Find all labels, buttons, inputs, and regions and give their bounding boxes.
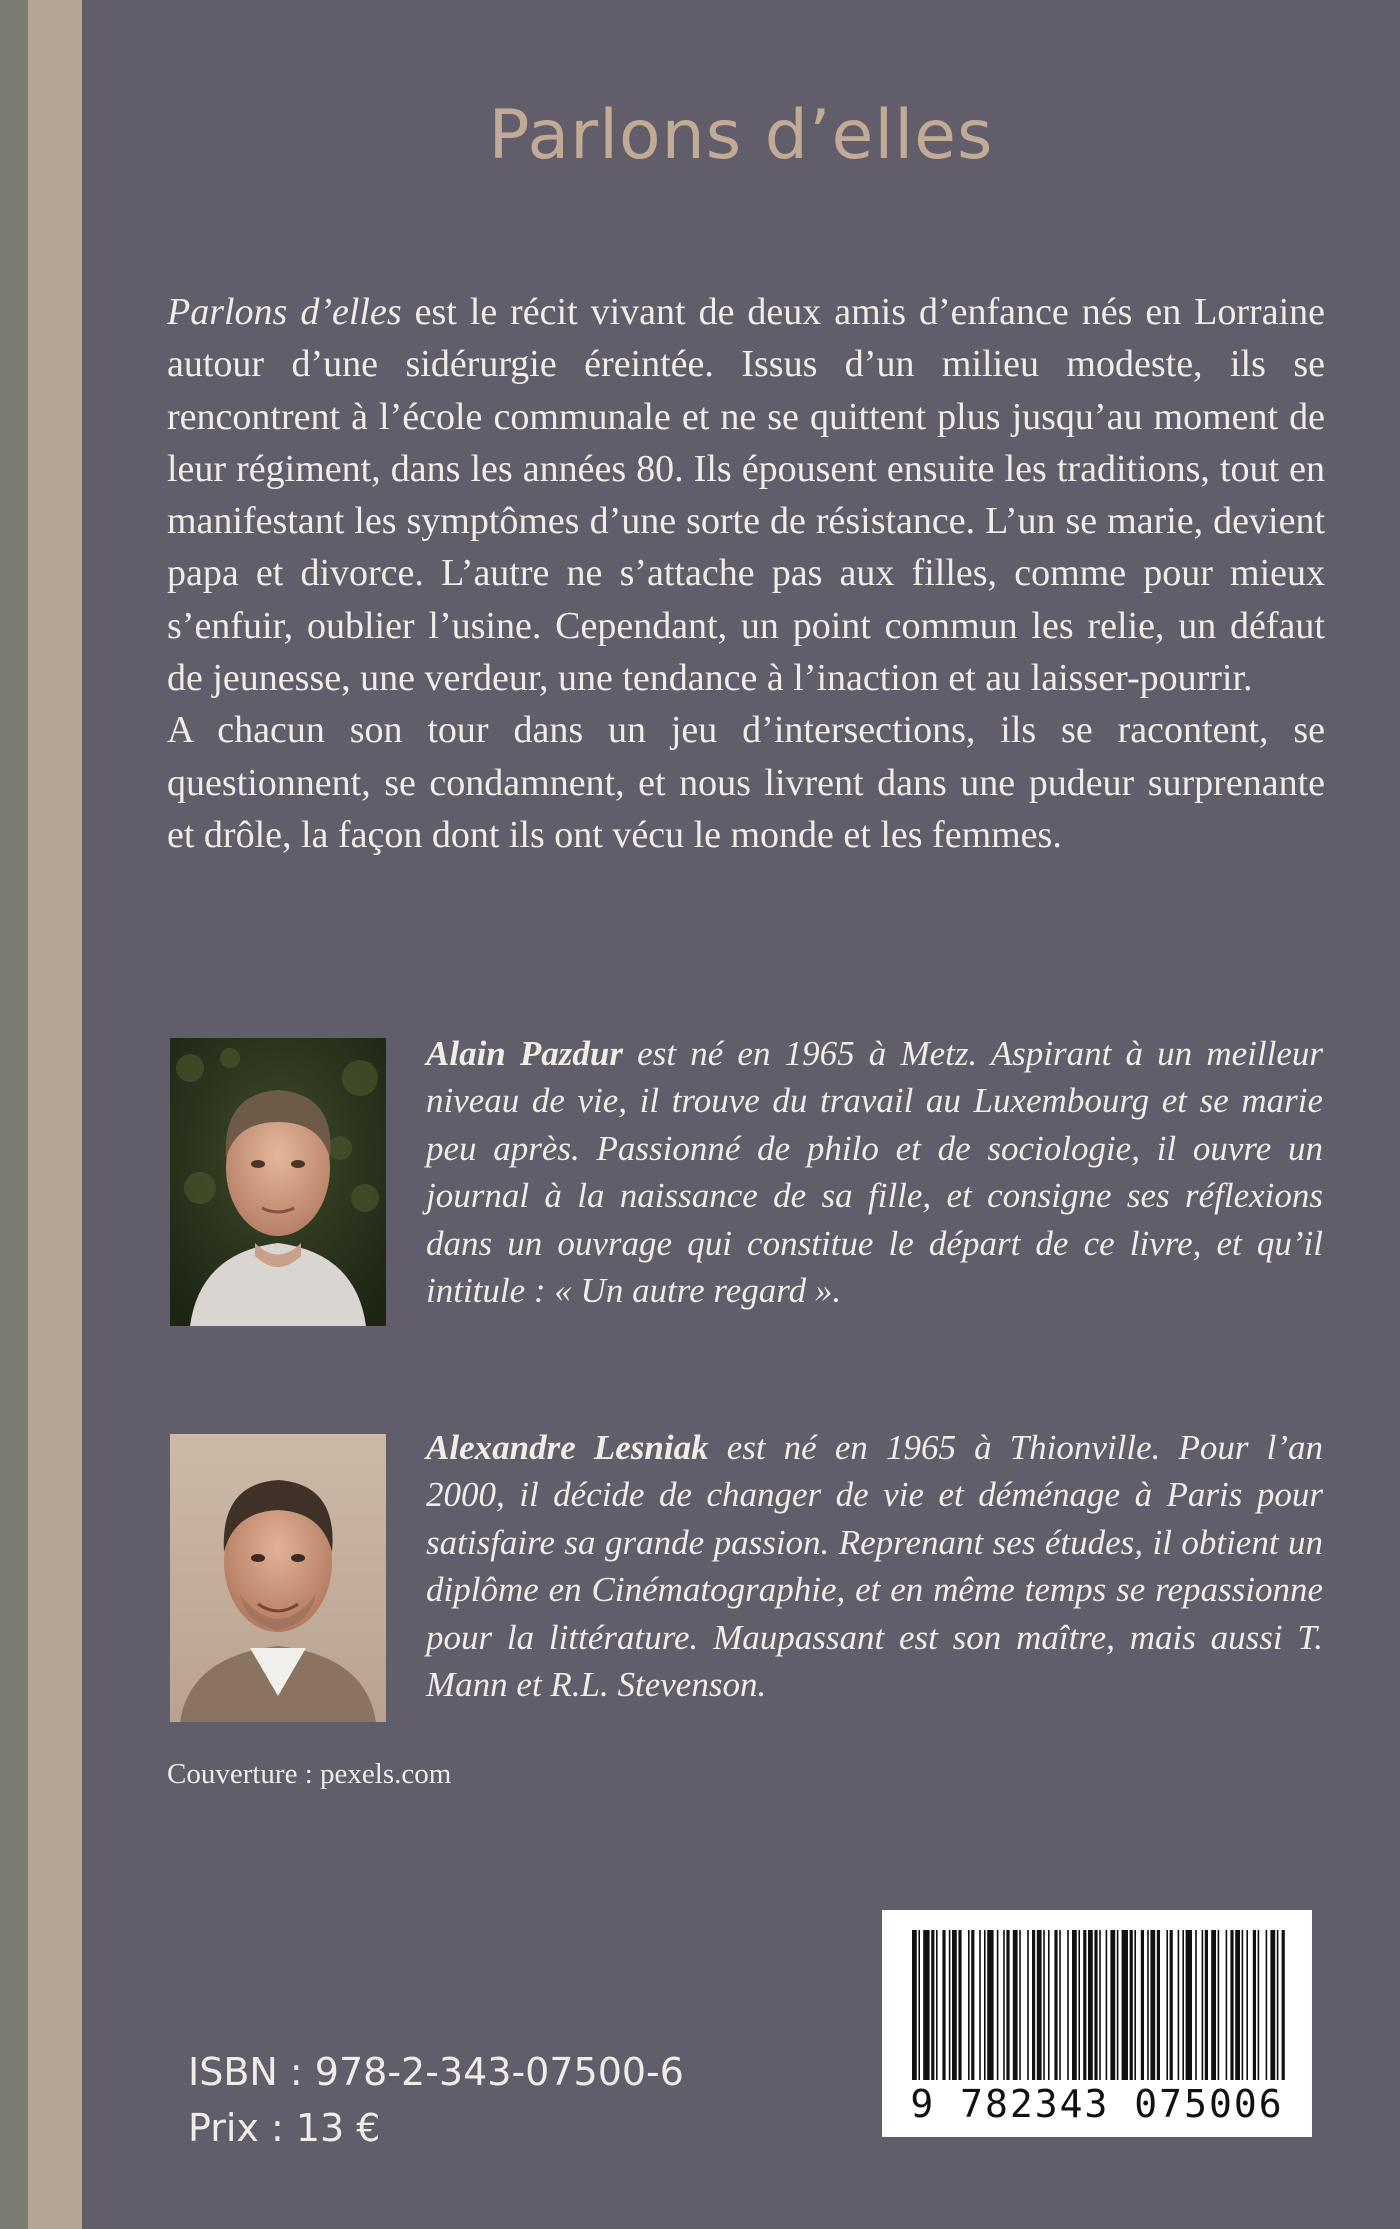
barcode-bar (1122, 1930, 1128, 2080)
barcode-bar (1094, 1930, 1097, 2080)
barcode-bar (1186, 1930, 1192, 2080)
barcode-bar (1059, 1930, 1061, 2080)
author-name-alexandre-lesniak: Alexandre Lesniak (426, 1428, 709, 1467)
barcode-bar (1178, 1930, 1180, 2080)
barcode-bar (1226, 1930, 1228, 2080)
summary-paragraph-1 (167, 286, 1325, 704)
summary-paragraph-1-text: est le récit vivant de deux amis d’enfance nés en Lorraine autour d’une sidérurgie éreintée. Issus d’un milieu modeste, ils se rencontrent à l’école communale et ne se quittent plus jusqu’au moment de leur régiment, dans les années 80. Ils épousent ensuite les traditions, tout en manifestant les symptômes d’une sorte de résistance. L’un se marie, devient papa et divorce. L’autre ne s’attache pas aux filles, comme pour mieux s’enfuir, oublier l’usine. Cependant, un point commun les relie, un défaut de jeunesse, une verdeur, une tendance à l’inaction et au laisser-pourrir. (167, 291, 1325, 700)
barcode-bar (1266, 1930, 1268, 2080)
barcode-bar (1277, 1930, 1279, 2080)
author-bio-alexandre-lesniak (426, 1424, 1323, 1708)
author-bio-text-alain-pazdur: est né en 1965 à Metz. Aspirant à un meilleur niveau de vie, il trouve du travail au Luxembourg et se marie peu après. Passionné de philo et de sociologie, il ouvre un journal à la naissance de sa fille, et consigne ses réflexions dans un ouvrage qui constitue le départ de ce livre, et qu’il intitule : « Un autre regard ». (426, 1034, 1323, 1311)
barcode-bar (949, 1930, 951, 2080)
barcode-bar (979, 1930, 981, 2080)
author-photo-alexandre-lesniak (170, 1434, 386, 1722)
barcode-bar (1078, 1930, 1080, 2080)
barcode-bar (923, 1930, 929, 2080)
barcode-bar (1195, 1930, 1197, 2080)
author-bio-alain-pazdur (426, 1030, 1323, 1314)
barcode-bar (1242, 1930, 1244, 2080)
barcode-bar (1246, 1930, 1248, 2080)
barcode-bar (952, 1930, 957, 2080)
barcode-bar (1253, 1930, 1256, 2080)
barcode-bar (1205, 1930, 1208, 2080)
barcode-bar (1170, 1930, 1173, 2080)
barcode-bar (1130, 1930, 1133, 2080)
barcode-bar (971, 1930, 974, 2080)
book-title: Parlons d’elles (488, 96, 994, 175)
barcode-bar (1157, 1930, 1160, 2080)
spine-edge-dark (0, 0, 28, 2229)
spine-edge-light (28, 0, 82, 2229)
summary-italic-title: Parlons d’elles (167, 291, 402, 333)
barcode-bar (1019, 1930, 1021, 2080)
barcode-bar (1134, 1930, 1136, 2080)
barcode-bar (1037, 1930, 1042, 2080)
barcode-bar (1150, 1930, 1155, 2080)
barcode-bar (1218, 1930, 1220, 2080)
barcode-bar (1258, 1930, 1260, 2080)
summary-paragraph-2: A chacun son tour dans un jeu d’intersections, ils se racontent, se questionnent, se condamnent, et nous livrent dans une pudeur surprenante et drôle, la façon dont ils ont vécu le monde et les femmes. (167, 709, 1325, 856)
isbn: ISBN : 978-2-343-07500-6 (188, 2050, 684, 2094)
cover-credit: Couverture : pexels.com (167, 1758, 452, 1790)
barcode-bar (984, 1930, 986, 2080)
barcode-bar (1147, 1930, 1149, 2080)
barcode-bar (1141, 1930, 1144, 2080)
summary (167, 286, 1325, 861)
barcode-bar (1235, 1930, 1240, 2080)
barcode-bar (1106, 1930, 1108, 2080)
price: Prix : 13 € (188, 2106, 381, 2150)
barcode-bar (1202, 1930, 1204, 2080)
barcode-bar (1054, 1930, 1057, 2080)
barcode-bar (1027, 1930, 1029, 2080)
barcode-bar (1048, 1930, 1050, 2080)
barcode-bar (958, 1930, 961, 2080)
author-photo-alain-pazdur (170, 1038, 386, 1326)
barcode-bar (1003, 1930, 1005, 2080)
barcode-bar (1072, 1930, 1077, 2080)
isbn-price-block (188, 2044, 684, 2156)
barcode-bar (1006, 1930, 1009, 2080)
author-name-alain-pazdur: Alain Pazdur (426, 1034, 624, 1073)
barcode-bar (1083, 1930, 1086, 2080)
barcode-bar (1032, 1930, 1035, 2080)
barcode-bar (1110, 1930, 1115, 2080)
barcode-bar (1088, 1930, 1093, 2080)
barcode-bar (936, 1930, 938, 2080)
author-bio-text-alexandre-lesniak: est né en 1965 à Thionville. Pour l’an 2000, il décide de changer de vie et déménage à Paris pour satisfaire sa grande passion. Reprenant ses études, il obtient un diplôme en Cinématographie, et en même temps se repassionne pour la littérature. Maupassant est son maître, mais aussi T. Mann et R.L. Stevenson. (426, 1428, 1324, 1705)
barcode-bar (1099, 1930, 1101, 2080)
barcode-bar (1270, 1930, 1275, 2080)
barcode-bar (1166, 1930, 1168, 2080)
barcode-bar (1211, 1930, 1216, 2080)
barcode-bar (942, 1930, 945, 2080)
barcode-bar (1282, 1930, 1285, 2080)
barcode-bar (1067, 1930, 1069, 2080)
barcode-bar (1182, 1930, 1184, 2080)
barcode-bar (1230, 1930, 1233, 2080)
barcode-bar (987, 1930, 993, 2080)
barcode-bar (1117, 1930, 1119, 2080)
barcode (882, 1910, 1312, 2137)
barcode-bar (912, 1930, 917, 2080)
barcode-bar (1043, 1930, 1045, 2080)
barcode-number: 9 782343 075006 (910, 2082, 1284, 2126)
barcode-bar (997, 1930, 999, 2080)
barcode-bar (968, 1930, 970, 2080)
barcode-bar (931, 1930, 934, 2080)
barcode-bar (918, 1930, 920, 2080)
barcode-bar (1013, 1930, 1018, 2080)
